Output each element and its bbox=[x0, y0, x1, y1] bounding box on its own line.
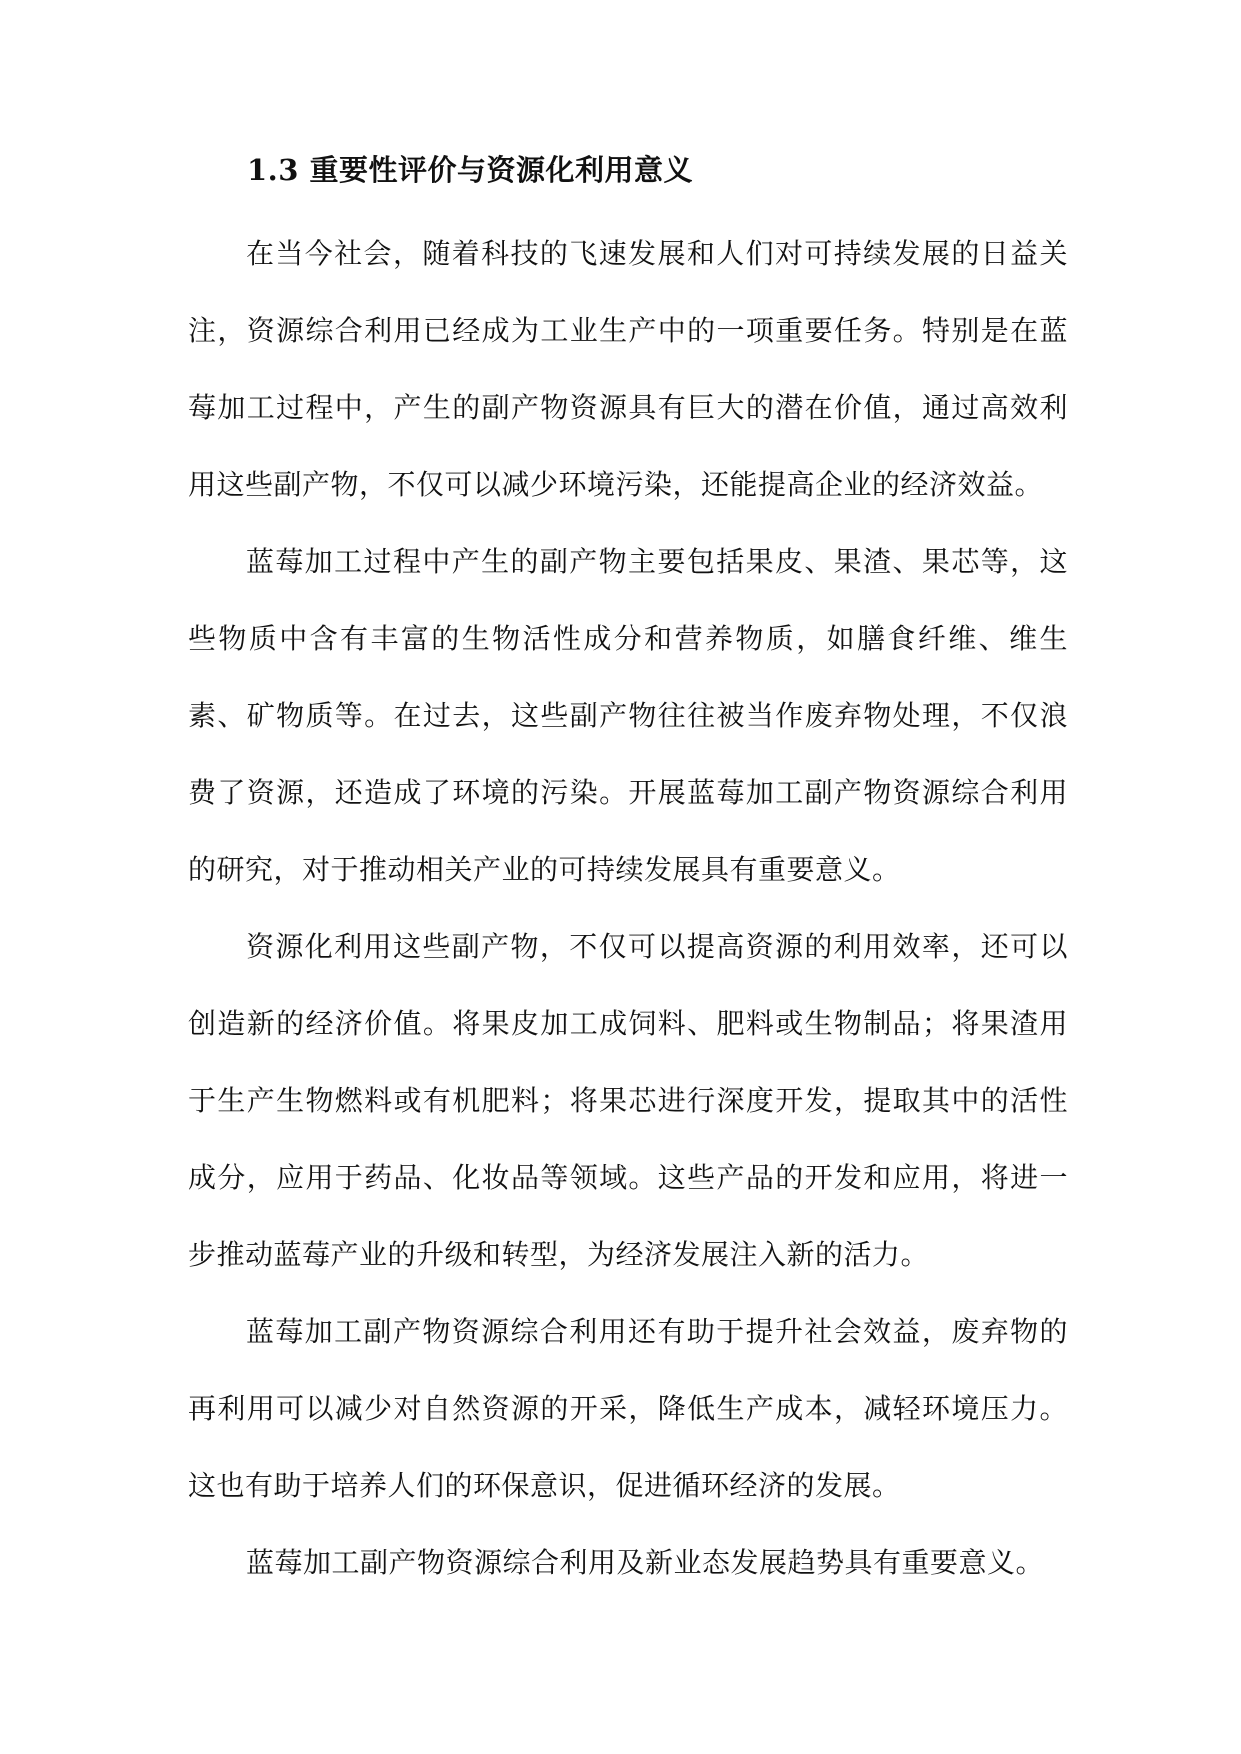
section-heading: 1.3 重要性评价与资源化利用意义 bbox=[247, 153, 694, 187]
paragraph-3: 资源化利用这些副产物，不仅可以提高资源的利用效率，还可以创造新的经济价值。将果皮加工成饲料、肥料或生物制品；将果渣用于生产生物燃料或有机肥料；将果芯进行深度开发，提取其中的活性成分，应用于药品、化妆品等领域。这些产品的开发和应用，将进一步推动蓝莓产业的升级和转型，为经济发展注入新的活力。 bbox=[188, 930, 1068, 1271]
paragraph-1: 在当今社会，随着科技的飞速发展和人们对可持续发展的日益关注，资源综合利用已经成为工业生产中的一项重要任务。特别是在蓝莓加工过程中，产生的副产物资源具有巨大的潜在价值，通过高效利用这些副产物，不仅可以减少环境污染，还能提高企业的经济效益。 bbox=[188, 237, 1068, 501]
body-text bbox=[188, 215, 1068, 1601]
paragraph-2: 蓝莓加工过程中产生的副产物主要包括果皮、果渣、果芯等，这些物质中含有丰富的生物活性成分和营养物质，如膳食纤维、维生素、矿物质等。在过去，这些副产物往往被当作废弃物处理，不仅浪费了资源，还造成了环境的污染。开展蓝莓加工副产物资源综合利用的研究，对于推动相关产业的可持续发展具有重要意义。 bbox=[188, 545, 1068, 886]
paragraph-5: 蓝莓加工副产物资源综合利用及新业态发展趋势具有重要意义。 bbox=[246, 1546, 1045, 1579]
paragraph-4: 蓝莓加工副产物资源综合利用还有助于提升社会效益，废弃物的再利用可以减少对自然资源的开采，降低生产成本，减轻环境压力。这也有助于培养人们的环保意识，促进循环经济的发展。 bbox=[188, 1315, 1068, 1502]
